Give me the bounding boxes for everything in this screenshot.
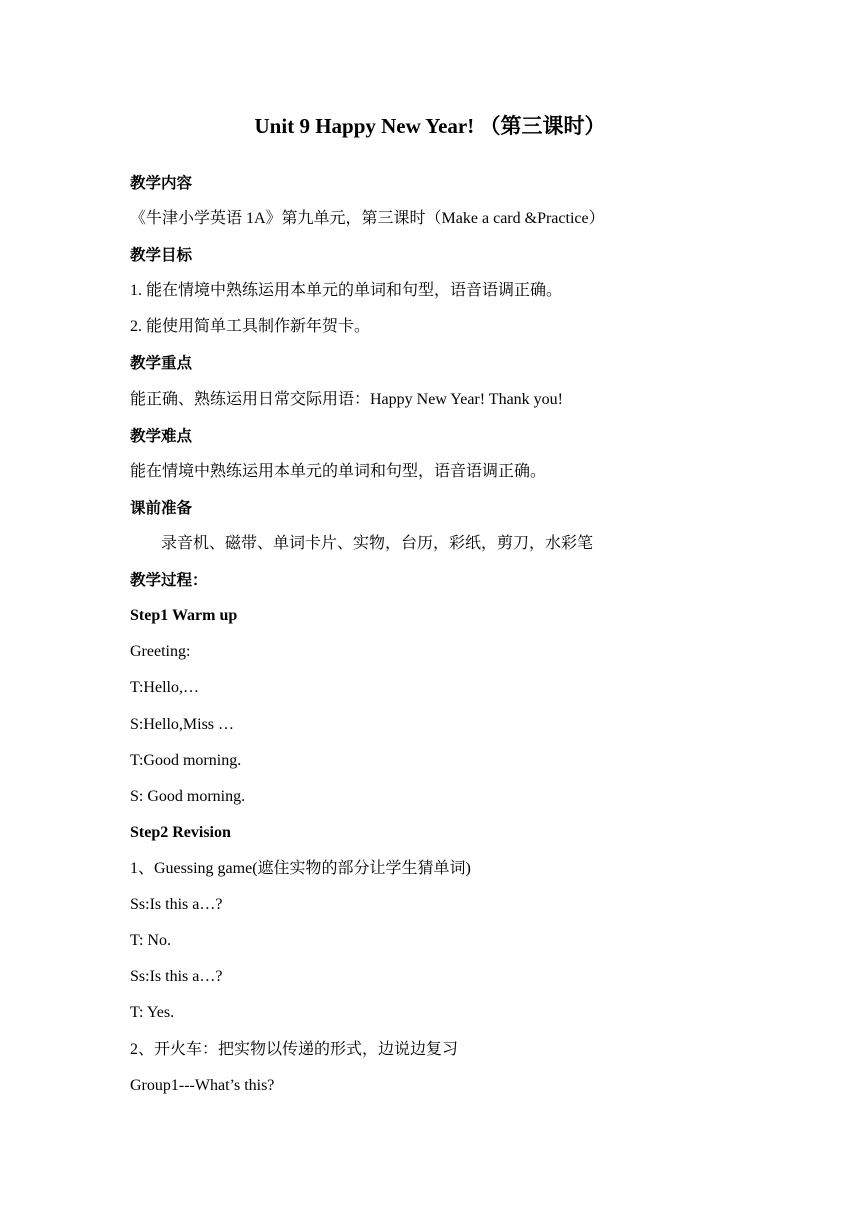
section-heading-difficulties: 教学难点 xyxy=(130,427,193,445)
difficulties-text: 能在情境中熟练运用本单元的单词和句型，语音语调正确。 xyxy=(130,463,547,480)
objective-item-2: 2. 能使用简单工具制作新年贺卡。 xyxy=(130,318,371,335)
step2-line: T: Yes. xyxy=(130,1004,175,1021)
step1-line: T:Hello,… xyxy=(130,679,199,696)
step1-line: Greeting: xyxy=(130,643,191,660)
step1-line: T:Good morning. xyxy=(130,752,242,769)
section-heading-objectives: 教学目标 xyxy=(130,246,193,264)
section-heading-preparation: 课前准备 xyxy=(130,499,193,517)
step2-line: 1、Guessing game(遮住实物的部分让学生猜单词) xyxy=(130,860,471,877)
section-heading-process: 教学过程： xyxy=(130,571,208,589)
section-heading-key-points: 教学重点 xyxy=(130,354,193,372)
step2-line: Ss:Is this a…? xyxy=(130,968,223,985)
step2-title: Step2 Revision xyxy=(130,824,231,841)
step1-line: S:Hello,Miss … xyxy=(130,716,235,733)
document-title: Unit 9 Happy New Year! （第三课时） xyxy=(254,114,606,138)
step1-title: Step1 Warm up xyxy=(130,607,238,624)
step1-line: S: Good morning. xyxy=(130,788,246,805)
section-heading-content: 教学内容 xyxy=(130,174,193,192)
objective-item-1: 1. 能在情境中熟练运用本单元的单词和句型，语音语调正确。 xyxy=(130,282,563,299)
key-points-text: 能正确、熟练运用日常交际用语：Happy New Year! Thank you! xyxy=(130,391,564,408)
step2-line: 2、开火车：把实物以传递的形式，边说边复习 xyxy=(130,1041,459,1058)
step2-line: T: No. xyxy=(130,932,171,949)
content-text: 《牛津小学英语 1A》第九单元，第三课时（Make a card &Practice） xyxy=(130,210,605,227)
step2-line: Ss:Is this a…? xyxy=(130,896,223,913)
step2-line: Group1---What’s this? xyxy=(130,1077,275,1094)
preparation-text: 录音机、磁带、单词卡片、实物，台历，彩纸，剪刀，水彩笔 xyxy=(161,535,594,552)
